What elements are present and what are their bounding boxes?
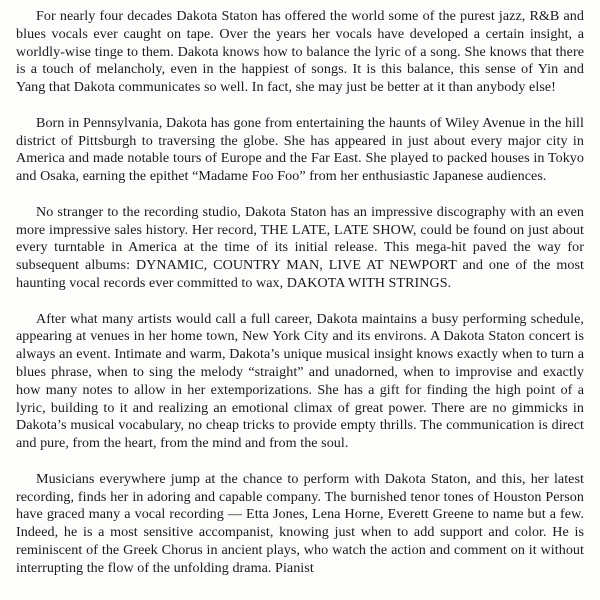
paragraph-intro: For nearly four decades Dakota Staton has offered the world some of the purest jazz, R&B and blues vocals ever caught on tape. Over the years her vocals have developed a certain insight, a worldly-wise tinge to them. Dakota knows how to balance the lyric of a song. She knows that there is a touch of melancholy, even in the happiest of songs. It is this balance, this sense of Yin and Yang that Dakota communicates so well. In fact, she may just be better at it than anybody else! [16,8,584,96]
liner-notes-text [16,8,584,578]
paragraph-biography: Born in Pennsylvania, Dakota has gone from entertaining the haunts of Wiley Avenue in the hill district of Pittsburgh to traversing the globe. She has appeared in just about every major city in America and made notable tours of Europe and the Far East. She played to packed houses in Tokyo and Osaka, earning the epithet “Madame Foo Foo” from her enthusiastic Japanese audiences. [16,114,584,185]
paragraph-musicians: Musicians everywhere jump at the chance to perform with Dakota Staton, and this, her latest recording, finds her in adoring and capable company. The burnished tenor tones of Houston Person have graced many a vocal recording — Etta Jones, Lena Horne, Everett Greene to name but a few. Indeed, he is a most sensitive accompanist, knowing just when to add support and color. He is reminiscent of the Greek Chorus in ancient plays, who watch the action and comment on it without interrupting the flow of the unfolding drama. Pianist [16,470,584,576]
paragraph-discography: No stranger to the recording studio, Dakota Staton has an impressive discography with an even more impressive sales history. Her record, THE LATE, LATE SHOW, could be found on just about every turntable in America at the time of its initial release. This mega-hit paved the way for subsequent albums: DYNAMIC, COUNTRY MAN, LIVE AT NEWPORT and one of the most haunting vocal records ever committed to wax, DAKOTA WITH STRINGS. [16,203,584,291]
paragraph-performance: After what many artists would call a full career, Dakota maintains a busy performing schedule, appearing at venues in her home town, New York City and its environs. A Dakota Staton concert is always an event. Intimate and warm, Dakota’s unique musical insight knows exactly when to turn a blues phrase, when to sing the melody “straight” and unadorned, when to improvise and exactly how many notes to allow in her extemporizations. She has a gift for finding the high point of a lyric, building to it and realizing an emotional climax of great power. There are no gimmicks in Dakota’s musical vocabulary, no cheap tricks to provide empty thrills. The communication is direct and pure, from the heart, from the mind and from the soul. [16,310,584,452]
